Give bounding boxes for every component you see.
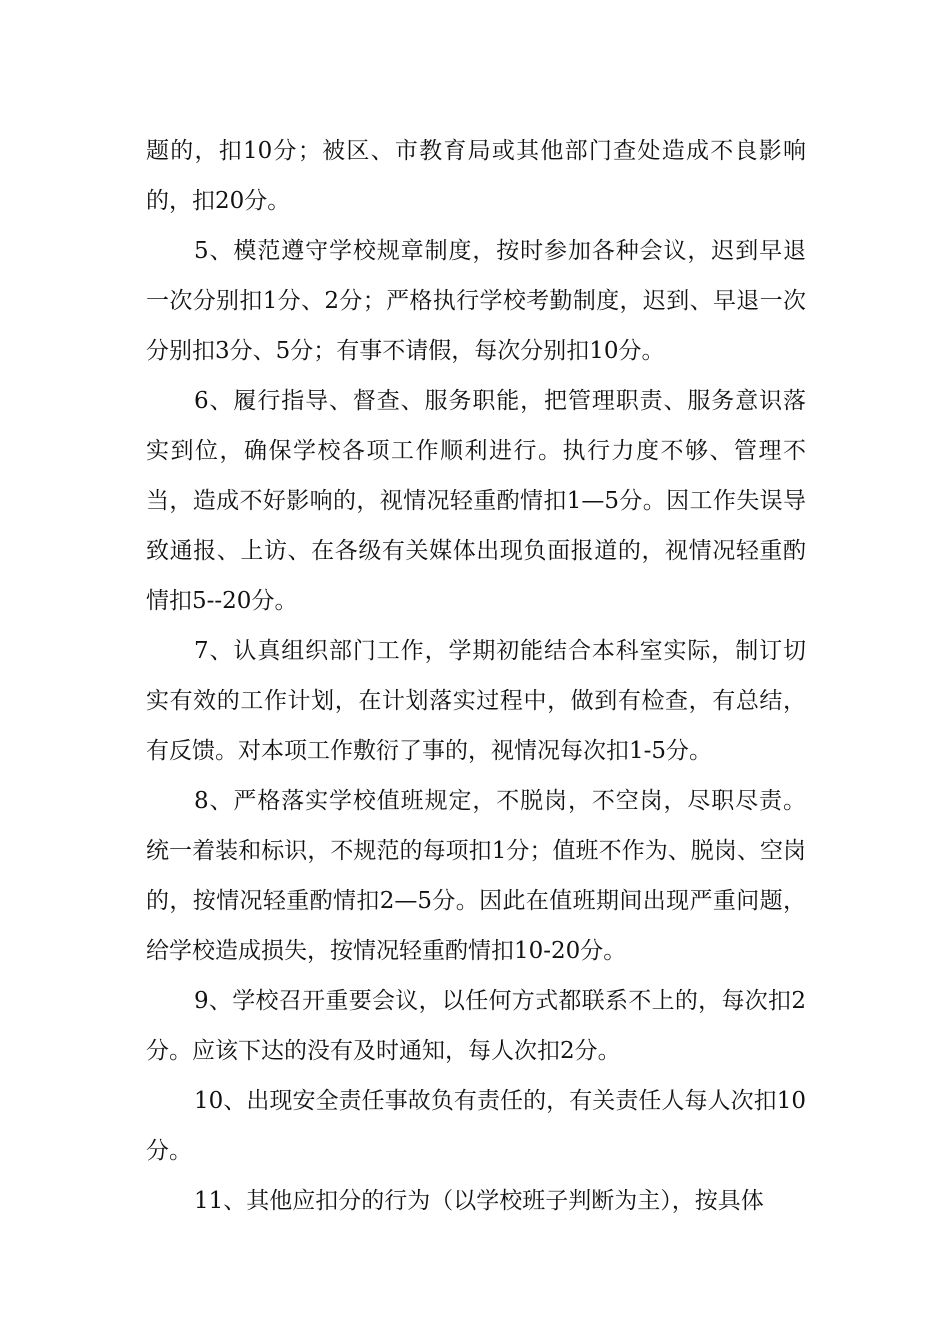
paragraph-item-6: 6、履行指导、督查、服务职能，把管理职责、服务意识落实到位，确保学校各项工作顺利进行。执行力度不够、管理不当，造成不好影响的，视情况轻重酌情扣1—5分。因工作失误导致通报、上访、在各级有关媒体出现负面报道的，视情况轻重酌情扣5--20分。 (146, 388, 806, 614)
paragraph-item-11: 11、其他应扣分的行为（以学校班子判断为主），按具体 (194, 1188, 764, 1214)
paragraph-item-7: 7、认真组织部门工作，学期初能结合本科室实际，制订切实有效的工作计划，在计划落实过程中，做到有检查，有总结，有反馈。对本项工作敷衍了事的，视情况每次扣1-5分。 (146, 638, 806, 764)
paragraph-item-5: 5、模范遵守学校规章制度，按时参加各种会议，迟到早退一次分别扣1分、2分；严格执行学校考勤制度，迟到、早退一次分别扣3分、5分；有事不请假，每次分别扣10分。 (146, 238, 806, 364)
paragraph-item-9: 9、学校召开重要会议，以任何方式都联系不上的，每次扣2分。应该下达的没有及时通知，每人次扣2分。 (146, 988, 806, 1064)
document-body (146, 126, 806, 1226)
paragraph-item-8: 8、严格落实学校值班规定，不脱岗，不空岗，尽职尽责。统一着装和标识，不规范的每项扣1分；值班不作为、脱岗、空岗的，按情况轻重酌情扣2—5分。因此在值班期间出现严重问题，给学校造成损失，按情况轻重酌情扣10-20分。 (146, 788, 806, 964)
paragraph-continuation: 题的，扣10分；被区、市教育局或其他部门查处造成不良影响的，扣20分。 (146, 138, 806, 214)
paragraph-item-10: 10、出现安全责任事故负有责任的，有关责任人每人次扣10分。 (146, 1088, 806, 1164)
